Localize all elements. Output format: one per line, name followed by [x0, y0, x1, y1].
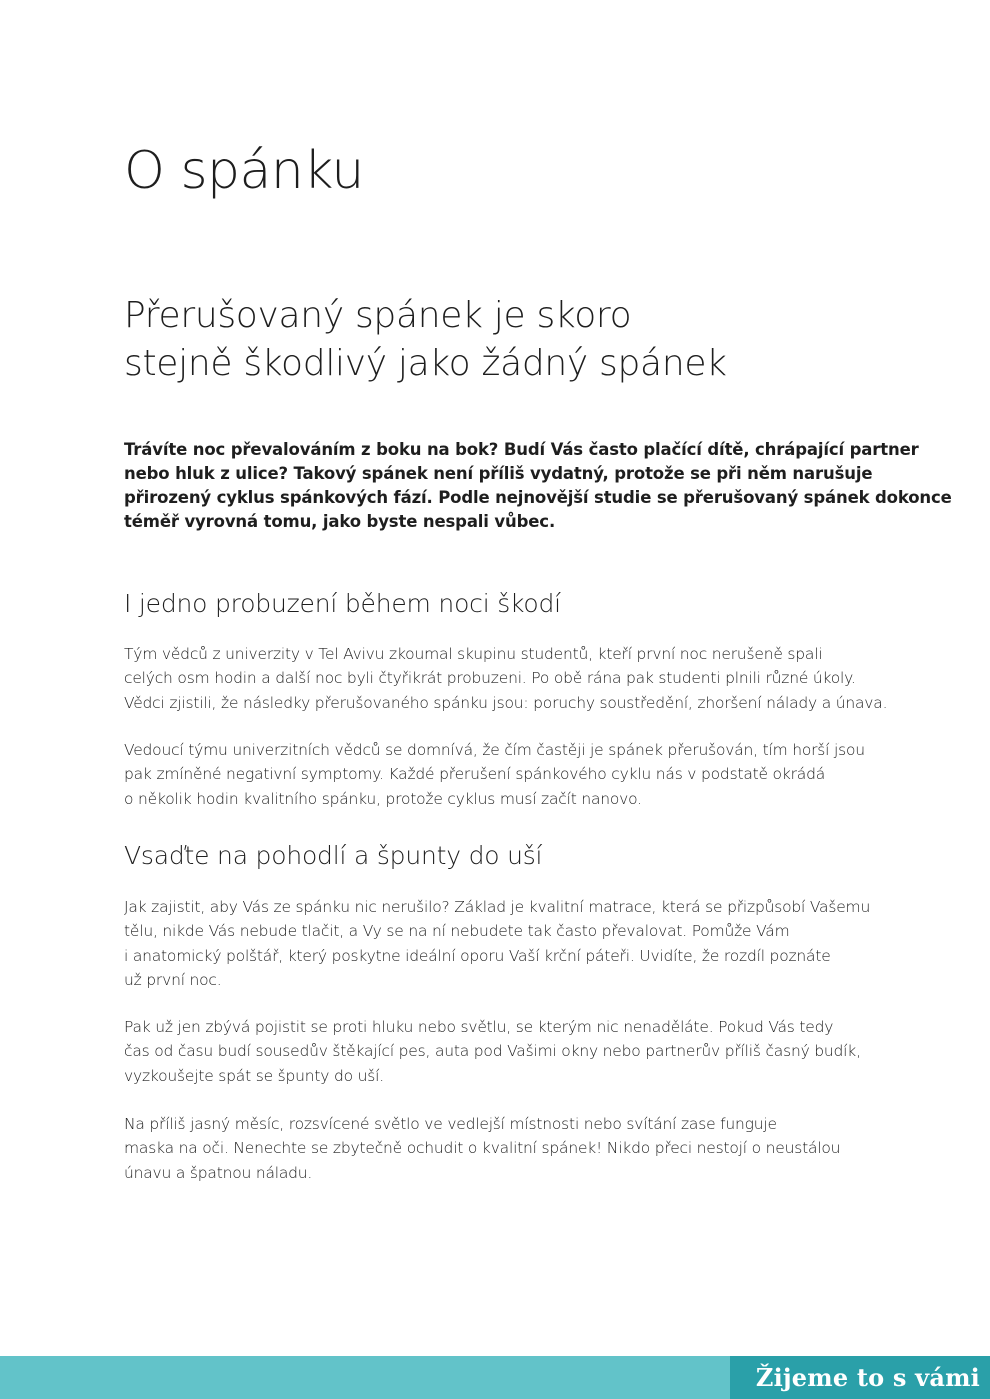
paragraph-line: vyzkoušejte spát se špunty do uší.: [124, 1066, 384, 1085]
body-paragraph: [124, 895, 870, 992]
paragraph-line: Jak zajistit, aby Vás ze spánku nic nerušilo? Základ je kvalitní matrace, která se přizpůsobí Vašemu: [124, 898, 871, 916]
paragraph-line: pak zmíněné negativní symptomy. Každé přerušení spánkového cyklu nás v podstatě okrádá: [124, 765, 826, 784]
subtitle-line: Přerušovaný spánek je skoro: [124, 295, 632, 336]
body-paragraph: [124, 1112, 840, 1185]
article-subtitle: [124, 292, 727, 388]
paragraph-line: Vedoucí týmu univerzitních vědců se domnívá, že čím častěji je spánek přerušován, tím horší jsou: [124, 741, 865, 759]
subtitle-line: stejně škodlivý jako žádný spánek: [124, 343, 727, 384]
lead-paragraph: [124, 438, 952, 534]
body-paragraph: [124, 1015, 861, 1088]
paragraph-line: maska na oči. Nenechte se zbytečně ochudit o kvalitní spánek! Nikdo přeci nestojí o neustálou: [124, 1139, 841, 1158]
body-paragraph: [124, 738, 865, 811]
paragraph-line: Vědci zjistili, že následky přerušovaného spánku jsou: poruchy soustředění, zhoršení nálady a únava.: [124, 693, 888, 712]
paragraph-line: Pak už jen zbývá pojistit se proti hluku nebo světlu, se kterým nic nenaděláte. Pokud Vás tedy: [124, 1018, 834, 1036]
paragraph-line: Na příliš jasný měsíc, rozsvícené světlo ve vedlejší místnosti nebo svítání zase funguje: [124, 1115, 777, 1133]
paragraph-line: Tým vědců z univerzity v Tel Avivu zkoumal skupinu studentů, kteří první noc nerušeně spali: [124, 645, 823, 663]
lead-line: přirozený cyklus spánkových fází. Podle nejnovější studie se přerušovaný spánek dokonce: [124, 488, 952, 507]
paragraph-line: čas od času budí sousedův štěkající pes, auta pod Vašimi okny nebo partnerův příliš časný budík,: [124, 1042, 861, 1061]
footer-slogan-tab: [730, 1356, 990, 1399]
page-title: O spánku: [124, 141, 364, 201]
paragraph-line: o několik hodin kvalitního spánku, protože cyklus musí začít nanovo.: [124, 789, 642, 808]
section-heading-awakening: I jedno probuzení během noci škodí: [124, 589, 561, 618]
body-paragraph: [124, 642, 887, 715]
paragraph-line: i anatomický polštář, který poskytne ideální oporu Vaší krční páteři. Uvidíte, že rozdíl poznáte: [124, 946, 831, 965]
paragraph-line: už první noc.: [124, 970, 222, 989]
footer-slogan: Žijeme to s vámi: [755, 1363, 980, 1392]
lead-line: nebo hluk z ulice? Takový spánek není příliš vydatný, protože se při něm narušuje: [124, 464, 873, 483]
paragraph-line: celých osm hodin a další noc byli čtyřikrát probuzeni. Po obě rána pak studenti plnili různé úkoly.: [124, 669, 856, 688]
paragraph-line: únavu a špatnou náladu.: [124, 1163, 313, 1182]
lead-line: Trávíte noc převalováním z boku na bok? Budí Vás často plačící dítě, chrápající partner: [124, 440, 919, 459]
paragraph-line: tělu, nikde Vás nebude tlačit, a Vy se na ní nebudete tak často převalovat. Pomůže Vám: [124, 922, 790, 941]
footer-band: [0, 1356, 990, 1399]
section-heading-comfort: Vsaďte na pohodlí a špunty do uší: [124, 841, 543, 870]
lead-line: téměř vyrovná tomu, jako byste nespali vůbec.: [124, 512, 556, 531]
